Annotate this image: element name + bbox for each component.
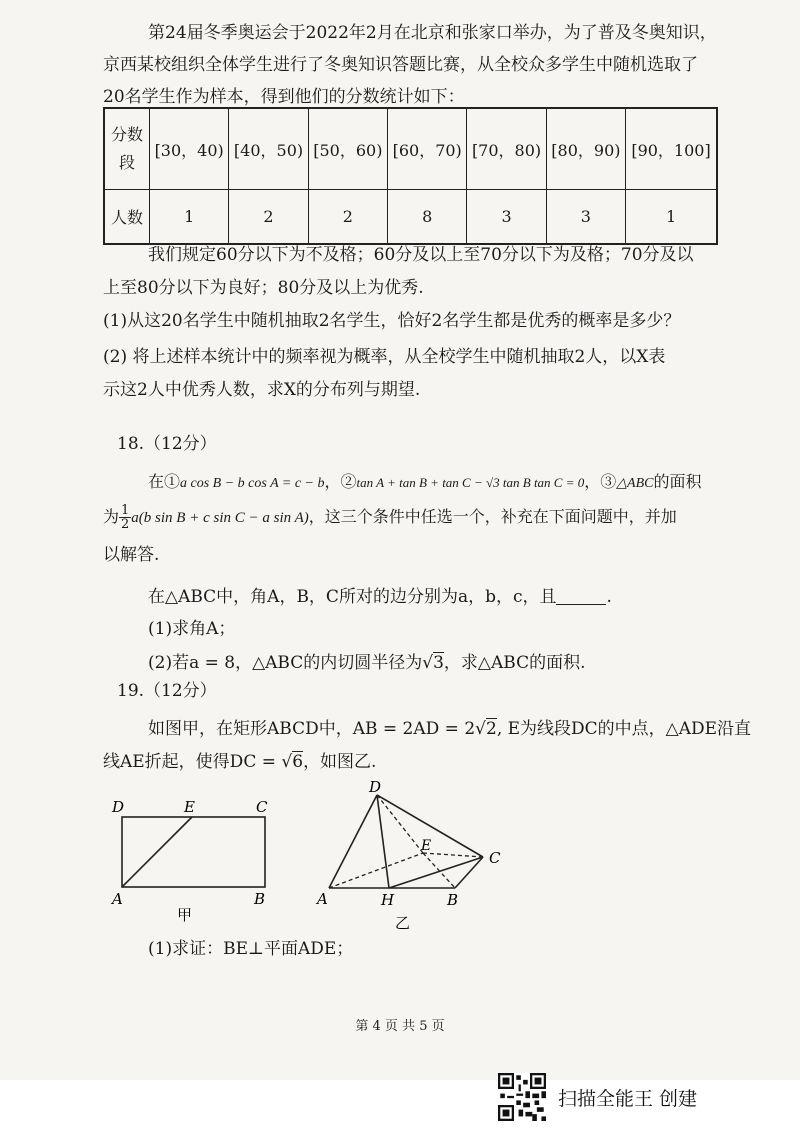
condition-1: a cos B − b cos A = c − b (180, 476, 325, 491)
segment-ae-hidden (329, 853, 423, 888)
qr-code-icon (498, 1073, 546, 1121)
interval-cell: [60，70) (388, 108, 467, 190)
q18-line-3: 以解答. (103, 545, 160, 565)
q17-part-1: (1)从这20名学生中随机抽取2名学生，恰好2名学生都是优秀的概率是多少？ (103, 311, 681, 331)
condition-2: tan A + tan B + tan C − √3 tan B tan C = 0 (356, 475, 585, 490)
q19-line-1-b: , E为线段DC的中点，△ADE沿直 (496, 719, 752, 739)
label-b: B (254, 890, 266, 908)
interval-cell: [50，60) (308, 108, 387, 190)
scanner-watermark-text: 扫描全能王 创建 (558, 1087, 698, 1110)
figure-yi (315, 778, 515, 936)
segment-ae (122, 817, 192, 887)
header-label-line-1: 分数 (110, 125, 143, 144)
scanner-watermark (498, 1072, 697, 1122)
count-cell: 1 (150, 190, 229, 245)
q17-rule-line-2: 上至80分以下为良好；80分及以上为优秀. (103, 278, 424, 298)
q18-part-1: (1)求角A； (148, 619, 236, 639)
q18-part-2: (2)若a = 8，△ABC的内切圆半径为√3，求△ABC的面积. (148, 653, 586, 673)
q18-part-2-text-b: ，求△ABC的面积. (443, 653, 586, 673)
rectangle-abcd (122, 817, 265, 887)
q19-part-1: (1)求证：BE⊥平面ADE； (148, 939, 354, 959)
q19-line-1: 如图甲，在矩形ABCD中，AB = 2AD = 2√2, E为线段DC的中点，△ADE沿直 (148, 719, 752, 739)
caption-yi: 乙 (395, 914, 411, 932)
score-table-header-label (104, 108, 150, 190)
q18-problem (148, 585, 612, 609)
header-label-line-2: 段 (118, 153, 135, 172)
q19-line-1-a: 如图甲，在矩形ABCD中，AB = 2AD = 2 (148, 719, 476, 739)
label-d: D (112, 798, 125, 816)
q19-heading: 19.（12分） (117, 681, 217, 701)
label-c: C (256, 798, 268, 816)
count-cell: 8 (388, 190, 467, 245)
q17-rule-line-1: 我们规定60分以下为不及格；60分及以上至70分以下为及格；70分及以 (148, 245, 694, 265)
figure-jia (110, 792, 280, 932)
q19-line-2-b: ，如图乙. (303, 752, 377, 772)
score-table-count-row (104, 190, 717, 245)
caption-jia: 甲 (177, 906, 193, 924)
label-c: C (489, 849, 501, 867)
count-cell: 2 (308, 190, 387, 245)
label-a: A (317, 890, 328, 908)
line2-prefix: 为 (103, 507, 120, 526)
fill-in-blank[interactable] (556, 588, 606, 605)
count-cell: 1 (626, 190, 717, 245)
q18-part-2-text-a: (2)若a = 8，△ABC的内切圆半径为 (148, 653, 423, 673)
q18-heading: 18.（12分） (117, 434, 217, 454)
condition-3-triangle: △ABC (616, 476, 654, 491)
area-expression: a(b sin B + c sin C − a sin A) (131, 510, 309, 526)
score-table-header-row (104, 108, 717, 190)
interval-cell: [80，90) (546, 108, 625, 190)
label-d: D (369, 778, 382, 796)
cond-prefix: 在① (148, 472, 181, 491)
interval-cell: [90，100] (626, 108, 717, 190)
segment-da (329, 795, 377, 888)
count-cell: 3 (467, 190, 546, 245)
interval-cell: [30，40) (150, 108, 229, 190)
q17-part-2-line-1: (2) 将上述样本统计中的频率视为概率，从全校学生中随机抽取2人，以X表 (103, 347, 666, 367)
sqrt-radicand: 2 (485, 719, 497, 739)
label-e: E (184, 798, 195, 816)
count-cell: 2 (229, 190, 308, 245)
intro-line-2: 京西某校组织全体学生进行了冬奥知识答题比赛，从全校众多学生中随机选取了 (103, 55, 698, 75)
count-cell: 3 (546, 190, 625, 245)
label-e: E (421, 838, 432, 854)
interval-cell: [40，50) (229, 108, 308, 190)
segment-ec-hidden (423, 853, 483, 857)
label-a: A (112, 890, 123, 908)
interval-cell: [70，80) (467, 108, 546, 190)
q17-part-2-line-2: 示这2人中优秀人数，求X的分布列与期望. (103, 380, 421, 400)
sqrt-radicand: 3 (433, 653, 444, 673)
label-h: H (381, 891, 395, 909)
segment-dh (377, 795, 389, 888)
q18-problem-end: . (606, 587, 612, 607)
count-label: 人数 (104, 190, 150, 245)
q19-line-2: 线AE折起，使得DC = √6，如图乙. (103, 752, 377, 772)
q19-line-2-a: 线AE折起，使得DC = (103, 752, 282, 772)
fraction-numerator: 1 (121, 503, 130, 518)
segment-eb-hidden (423, 853, 455, 888)
score-table (103, 107, 718, 245)
condition-3-suffix: 的面积 (653, 472, 702, 491)
line2-suffix: ，这三个条件中任选一个，补充在下面问题中，并加 (308, 507, 677, 526)
intro-line-1: 第24届冬季奥运会于2022年2月在北京和张家口举办，为了普及冬奥知识， (148, 23, 717, 43)
q18-problem-text: 在△ABC中，角A，B，C所对的边分别为a，b，c，且 (148, 587, 557, 607)
fraction-one-half (119, 504, 131, 531)
label-b: B (447, 891, 459, 909)
sqrt-radicand: 6 (292, 752, 304, 772)
cond-3-sep: ，③ (584, 472, 617, 491)
q18-line-2 (103, 504, 677, 531)
page-footer: 第 4 页 共 5 页 (355, 1019, 445, 1034)
fraction-denominator: 2 (121, 517, 130, 532)
cond-2-sep: ，② (324, 472, 357, 491)
intro-line-3: 20名学生作为样本，得到他们的分数统计如下： (103, 87, 465, 107)
q18-conditions-line (148, 470, 702, 496)
